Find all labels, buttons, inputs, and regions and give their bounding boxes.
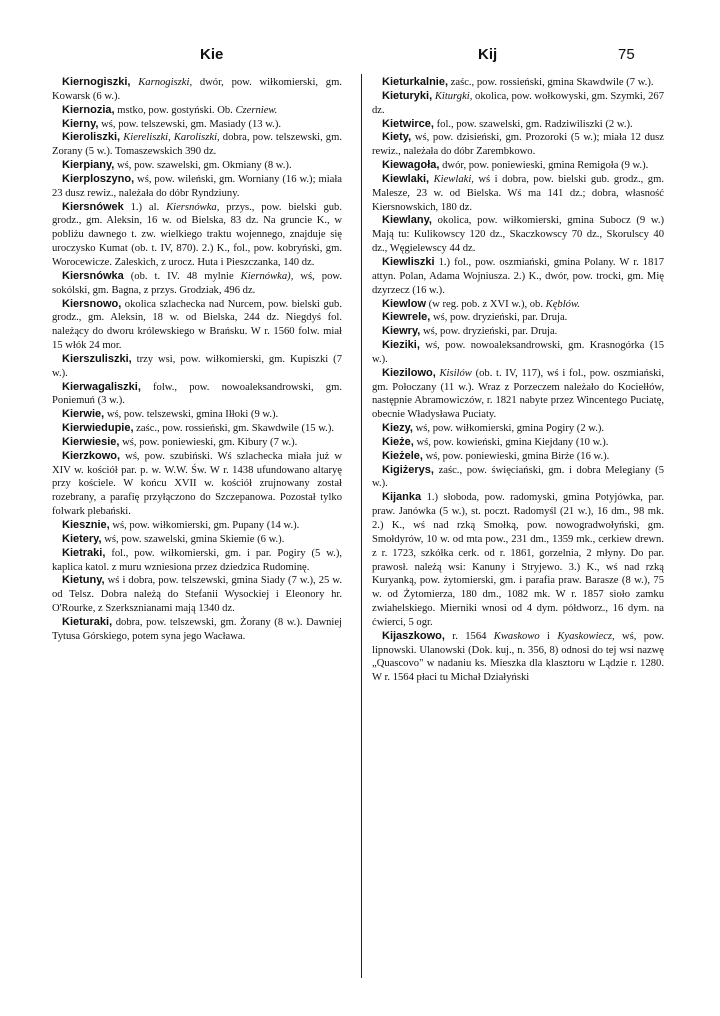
entry-text: zaśc., pow. święciański, gm. i dobra Melegiany (5 w.). [372, 464, 664, 490]
entry-text: dobra, pow. telszewski, gm. Żorany (8 w.). Dawniej Tytusa Górskiego, potem syna jego Wacława. [52, 616, 342, 642]
entry-text: wś, pow. szawelski, gm. Okmiany (8 w.). [114, 160, 292, 172]
entry-headword: Kijanka [382, 491, 422, 504]
entry-headword: Kietraki, [62, 546, 106, 559]
entry-text: wś i dobra, pow. telszewski, gmina Siady (7 w.), 25 w. od Telsz. Dobra należą do Stefanii Wysockiej i Eleonory hr. O'Rourke, z Szerksznianami mają 1340 dz. [52, 575, 342, 615]
dictionary-entry [52, 353, 342, 381]
entry-headword: Kiewry, [382, 325, 421, 338]
entry-italic-text: Kisilów [439, 367, 472, 379]
entry-text: wś, pow. sokólski, gm. Bagna, z przys. Grodziak, 496 dz. [52, 270, 342, 296]
entry-headword: Kiewliszki [382, 255, 435, 268]
entry-headword: Kiewlany, [382, 214, 432, 227]
entry-text: wś, pow. poniewieski, gmina Birże (16 w.). [422, 450, 610, 462]
entry-headword: Kiesznie, [62, 519, 110, 531]
dictionary-entry [52, 270, 342, 298]
dictionary-entry [372, 118, 664, 132]
entry-headword: Kijaszkowo, [382, 629, 445, 642]
entry-headword: Kiezy, [382, 422, 413, 435]
entry-headword: Kierwiesie, [62, 435, 120, 448]
entry-text: okolica, pow. wołkowyski, gm. Szymki, 267 dz. [372, 90, 664, 116]
dictionary-entry [372, 367, 664, 422]
entry-headword: Kieziki, [382, 339, 420, 352]
dictionary-entry [372, 422, 664, 436]
dictionary-entry [372, 256, 664, 298]
entry-text: (ob. t. IV. 48 mylnie [123, 270, 241, 282]
entry-headword: Kieturkalnie, [382, 76, 449, 88]
dictionary-entry [52, 450, 342, 519]
entry-headword: Kiersnówek [62, 200, 124, 213]
dictionary-entry [372, 491, 664, 629]
entry-headword: Kiersnówka [62, 269, 124, 282]
dictionary-entry [52, 436, 342, 450]
entry-text: 1.) słoboda, pow. radomyski, gmina Potyjówka, par. praw. Janówka (5 w.), st. poczt. Radomyśl (21 w.), 16 dm., 98 mk. 2.) K., wś nad rzką Smołką, pow. nowogradwołyński, gm. Smołdyrów, 10 w. od mta pow., 231 dm., 1359 mk., cerkiew drewn. z r. 1723, szkółka cerk. od r. 1861, gorzelnia, 2 młyny. Do par. prawosł. należą wsi: Kanuny i Stryjewo. 3.) K., wś nad rzką Kuryanką, pow. żytomierski, gm. i parafia praw. Barasze (8 w.), 75 w. od Żytomierza, 180 dm., 1082 mk. W r. 1857 sioło zamku zwiahelskiego. Mierniki wnosi od 4 dym. półdworz., 16 dym. na ćwierci, 5 ogr. [372, 492, 664, 628]
right-column [372, 76, 664, 685]
entry-headword: Kiewlaki, [382, 172, 430, 185]
dictionary-entry [52, 201, 342, 270]
entry-text: wś, pow. szawelski, gmina Skiemie (6 w.). [101, 533, 285, 545]
dictionary-entry [52, 616, 342, 644]
entry-text: wś, pow. kowieński, gmina Kiejdany (10 w.). [413, 436, 609, 448]
running-head-left: Kie [200, 46, 224, 63]
entry-text: fol., pow. wiłkomierski, gm. i par. Pogiry (5 w.), kaplica katol. z muru wzniesiona przez dziedzica Rudominę. [52, 547, 342, 573]
dictionary-entry [372, 630, 664, 685]
dictionary-entry [372, 464, 664, 492]
column-divider [361, 74, 362, 978]
entry-headword: Kierszuliszki, [62, 352, 132, 365]
entry-headword: Kiernogiszki, [62, 76, 131, 88]
running-head-right: Kij [478, 46, 498, 63]
dictionary-entry [372, 339, 664, 367]
entry-text: okolica, pow. wiłkomierski, gmina Subocz (9 w.) Mają tu: Kulikowscy 120 dz., Skaczkowscy 70 dz., Skorulscy 40 dz., Węgielewscy 44 dz. [372, 215, 664, 255]
entry-headword: Kiewagoła, [382, 159, 440, 172]
entry-headword: Kieże, [382, 435, 414, 448]
dictionary-entry [372, 325, 664, 339]
entry-text: wś, pow. nowoaleksandrowski, gm. Krasnogórka (15 w.). [372, 340, 664, 365]
entry-italic-text: Kiereliszki, Karoliszki, [123, 132, 220, 144]
entry-text: okolica szlachecka nad Nurcem, pow. bielski gub. grodz., gm. Aleksin, 18 w. od Bielska, 244 dz. Niegdyś fol. należący do dworu królewskiego w Brańsku. W r. 1560 folw. miał 15 włók 24 mor. [52, 298, 342, 352]
dictionary-entry [372, 173, 664, 215]
entry-text: wś, pow. wiłkomierski, gmina Pogiry (2 w.). [412, 423, 605, 435]
entry-text: (ob. t. IV, 117), wś i fol., pow. oszmiański, gm. Połoczany (11 w.). Wraz z Porzeczem należało do Kociełłów, następnie Abramowiczów, r. 1821 nabyte przez Wincentego Puciatę, obecnie Władysława Puciaty. [372, 367, 664, 421]
entry-headword: Kierwiedupie, [62, 422, 134, 435]
dictionary-entry [52, 547, 342, 575]
entry-headword: Kiewlow [382, 297, 427, 310]
entry-text: 1.) al. [123, 201, 167, 213]
dictionary-entry [52, 118, 342, 132]
entry-text: , dwór, pow. wiłkomierski, gm. Kowarsk (6 w.). [52, 77, 342, 102]
entry-headword: Kiersnowo, [62, 297, 122, 310]
entry-headword: Kiety, [382, 131, 412, 144]
entry-headword: Kieroliszki, [62, 131, 121, 144]
dictionary-entry [52, 173, 342, 201]
entry-text: folw., pow. nowoaleksandrowski, gm. Poniemuń (3 w.). [52, 381, 342, 407]
dictionary-entry [52, 159, 342, 173]
page-number: 75 [618, 46, 635, 63]
dictionary-entry [52, 76, 342, 104]
entry-italic-text: Kyaskowiecz, [557, 630, 615, 642]
entry-headword: Kiezilowo, [382, 366, 436, 379]
dictionary-entry [52, 422, 342, 436]
entry-italic-text: Kęblów. [545, 298, 580, 310]
entry-headword: Kierwie, [62, 408, 105, 421]
dictionary-entry [372, 214, 664, 256]
dictionary-entry [52, 381, 342, 409]
entry-text: dobra, pow. telszewski, gm. Zorany (5 w.). Tomaszewskich 390 dz. [52, 132, 342, 158]
entry-text: wś, pow. szubiński. Wś szlachecka miała już w XIV w. kościół par. p. w. W.W. Św. W r. 1438 ufundowano altaryę przy kościele. W końcu XVII w. kościół zrujnowany został rozebrany, a parafię przyłączono do Szczepanowa. Pozostał tylko folwark plebański. [52, 450, 342, 518]
dictionary-entry [372, 311, 664, 325]
entry-text: wś, pow. dzisieński, gm. Prozoroki (5 w.); miała 12 dusz rewiz., należała do dóbr Zarembkowo. [372, 132, 664, 158]
entry-italic-text: Kiewlaki, [433, 173, 474, 185]
entry-headword: Kierploszyno, [62, 172, 135, 185]
entry-headword: Kierwagaliszki, [62, 380, 141, 393]
entry-italic-text: Kiersnówka, [166, 201, 220, 213]
entry-text: wś, pow. telszewski, gm. Masiady (13 w.). [98, 118, 282, 130]
entry-text: przys., pow. bielski gub. grodz., gm. Aleksin, 16 w. od Bielska, 83 dz. Na gruncie K., w pobliżu dawnego t. zw. wielkiego traktu wojennego, znajduje się uroczysko Kumat (ob. t. IV, 870). 2.) K., fol., pow. kobryński, gm. Worocewicze. Zaleskich, z urocz. Huta i Pieszczanka, 140 dz. [52, 201, 342, 268]
dictionary-entry [52, 408, 342, 422]
entry-headword: Kietwirce, [382, 117, 434, 130]
entry-text: zaśc., pow. rossieński, gmina Skawdwile (7 w.). [448, 77, 654, 88]
entry-headword: Kiewrele, [382, 311, 431, 324]
dictionary-entry [372, 76, 664, 90]
left-column [52, 76, 342, 644]
dictionary-entry [52, 298, 342, 353]
entry-text: zaśc., pow. rossieński, gm. Skawdwile (15 w.). [133, 423, 334, 435]
entry-headword: Kietery, [62, 532, 102, 545]
entry-text: wś i dobra, pow. bielski gub. grodz., gm. Malesze, 23 w. od Bielska. Wś ma 141 dz.; dobra, własność Kiersnowskich, 180 dz. [372, 173, 664, 213]
entry-text: (w reg. pob. z XVI w.), ob. [426, 298, 546, 310]
entry-text: trzy wsi, pow. wiłkomierski, gm. Kupiszki (7 w.). [52, 353, 342, 379]
entry-text: wś, pow. wiłkomierski, gm. Pupany (14 w.). [109, 520, 300, 531]
entry-text: wś, pow. dryzieński, par. Druja. [430, 312, 568, 324]
entry-italic-text: Karnogiszki [138, 77, 190, 88]
entry-headword: Kierny, [62, 117, 99, 130]
dictionary-entry [372, 450, 664, 464]
entry-italic-text: Kwaskowo [493, 630, 540, 642]
dictionary-entry [372, 298, 664, 312]
entry-text: 1.) fol., pow. oszmiański, gmina Polany. W r. 1817 attyn. Polan, Adama Wojniusza. 2.) K., dwór, pow. trocki, gm. Mię dzyrzecz (16 w.). [372, 256, 664, 296]
entry-text: dwór, pow. poniewieski, gmina Remigoła (9 w.). [439, 160, 649, 172]
entry-text: wś, pow. lipnowski. Ulanowski (Dok. kuj., n. 356, 8) odnosi do tej wsi nazwę „Quascovo" w nadaniu ks. Mieszka dla klasztoru w Lądzie r. 1280. W r. 1564 płaci tu Michał Działyński [372, 630, 664, 684]
dictionary-entry [372, 90, 664, 118]
dictionary-entry [372, 131, 664, 159]
entry-headword: Kietuny, [62, 574, 105, 587]
dictionary-entry [372, 436, 664, 450]
entry-italic-text: Kiturgki, [434, 90, 473, 102]
dictionary-entry [52, 104, 342, 118]
entry-italic-text: Kiernówka), [240, 270, 294, 282]
entry-headword: Kieżele, [382, 449, 423, 462]
entry-text: wś, pow. wileński, gm. Worniany (16 w.); miała 23 dusz rewiz., należała do dóbr Ryndziuny. [52, 173, 342, 199]
dictionary-entry [52, 533, 342, 547]
dictionary-entry [52, 574, 342, 616]
dictionary-entry [372, 159, 664, 173]
entry-headword: Kieturaki, [62, 615, 113, 628]
entry-text: wś, pow. dryzieński, par. Druja. [420, 326, 558, 338]
entry-headword: Kierzkowo, [62, 449, 121, 462]
dictionary-entry [52, 519, 342, 533]
entry-headword: Kieturyki, [382, 89, 433, 102]
entry-headword: Kierpiany, [62, 159, 115, 172]
entry-headword: Kigiżerys, [382, 463, 434, 476]
entry-text: i [539, 630, 558, 642]
entry-text: wś, pow. poniewieski, gm. Kibury (7 w.). [119, 436, 298, 448]
entry-text: mstko, pow. gostyński. Ob. [114, 104, 236, 116]
entry-text: wś, pow. telszewski, gmina Iłłoki (9 w.). [104, 409, 279, 421]
entry-text: r. 1564 [444, 630, 494, 642]
entry-headword: Kiernozia, [62, 103, 115, 116]
entry-italic-text: Czerniew. [235, 104, 278, 116]
entry-text: fol., pow. szawelski, gm. Radziwiliszki (2 w.). [433, 118, 633, 130]
dictionary-entry [52, 131, 342, 159]
